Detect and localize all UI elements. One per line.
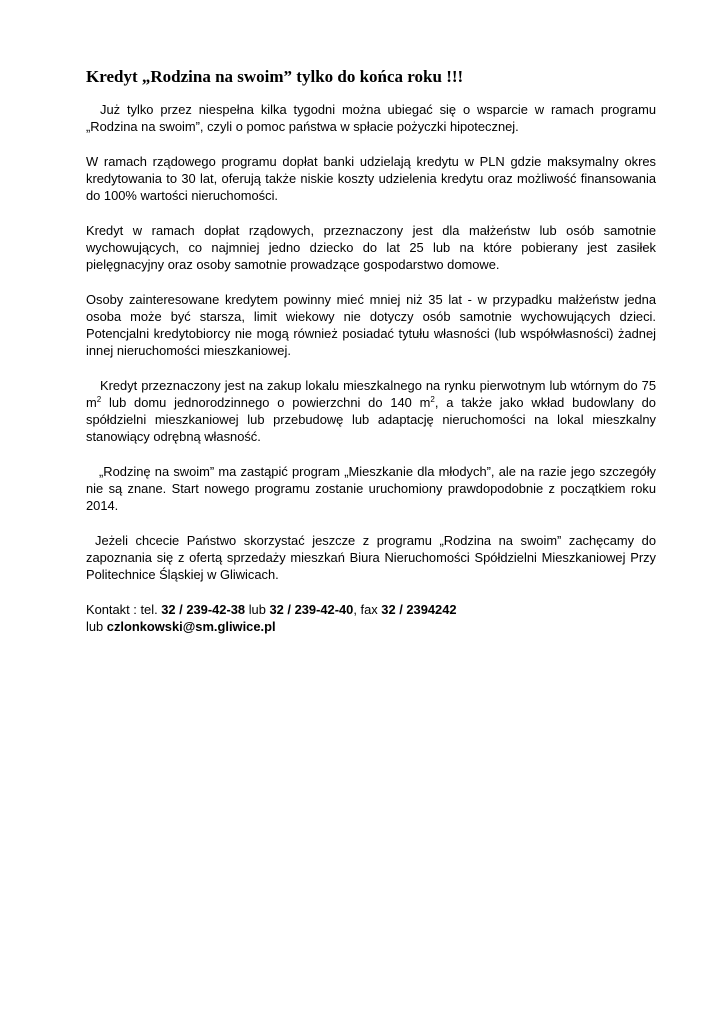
paragraph-deadline: Już tylko przez niespełna kilka tygodni można ubiegać się o wsparcie w ramach programu „Rodzina na swoim”, czyli o pomoc państwa w spłacie pożyczki hipotecznej. [86,102,656,134]
document-page [86,66,656,635]
paragraph-new-program: „Rodzinę na swoim” ma zastąpić program „Mieszkanie dla młodych”, ale na razie jego szczegóły nie są znane. Start nowego programu zostanie uruchomiony prawdopodobnie z początkiem roku 2014. [86,464,656,513]
contact-prefix: Kontakt : tel. [86,602,162,617]
fax-number[interactable]: 32 / 2394242 [381,602,457,617]
paragraph-loan-terms: W ramach rządowego programu dopłat banki udzielają kredytu w PLN gdzie maksymalny okres kredytowania to 30 lat, oferują także niskie koszty udzielenia kredytu oraz możliwość finansowania do 100% wartości nieruchomości. [86,154,656,203]
paragraph-eligibility: Kredyt w ramach dopłat rządowych, przeznaczony jest dla małżeństw lub osób samotnie wychowujących, co najmniej jedno dziecko do lat 25 lub na które pobierany jest zasiłek pielęgnacyjny oraz osoby samotnie prowadzące gospodarstwo domowe. [86,223,656,272]
phone-number-2[interactable]: 32 / 239-42-40 [269,602,354,617]
document-title: Kredyt „Rodzina na swoim” tylko do końca roku !!! [86,67,464,86]
paragraph-property-purpose [86,377,656,445]
superscript-squared-1: 2 [96,395,102,404]
phone-number-1[interactable]: 32 / 239-42-38 [161,602,246,617]
paragraph-age-limit: Osoby zainteresowane kredytem powinny mieć mniej niż 35 lat - w przypadku małżeństw jedna osoba może być starsza, limit wiekowy nie dotyczy osób samotnie wychowujących dzieci. Potencjalni kredytobiorcy nie mogą również posiadać tytułu własności (lub współwłasności) żadnej innej nieruchomości mieszkaniowej. [86,292,656,358]
purpose-text-1: Kredyt przeznaczony jest na zakup lokalu mieszkalnego na rynku pierwotnym lub wtórnym do 75 m [86,378,656,410]
purpose-text-3: , a także jako wkład budowlany do spółdzielni mieszkaniowej lub przebudowę lub adaptację nieruchomości na lokal mieszkalny stanowiący odrębną własność. [86,395,656,444]
contact-or-2: lub [86,619,107,634]
paragraph-offer: Jeżeli chcecie Państwo skorzystać jeszcze z programu „Rodzina na swoim” zachęcamy do zapoznania się z ofertą sprzedaży mieszkań Biura Nieruchomości Spółdzielni Mieszkaniowej Przy Politechnice Śląskiej w Gliwicach. [86,533,656,582]
contact-fax-label: , fax [353,602,382,617]
contact-phones [86,601,656,618]
superscript-squared-2: 2 [430,395,435,404]
contact-email-line [86,618,656,635]
contact-or-1: lub [245,602,270,617]
contact-email[interactable]: czlonkowski@sm.gliwice.pl [106,619,276,634]
purpose-text-2: lub domu jednorodzinnego o powierzchni do 140 m [101,395,431,410]
